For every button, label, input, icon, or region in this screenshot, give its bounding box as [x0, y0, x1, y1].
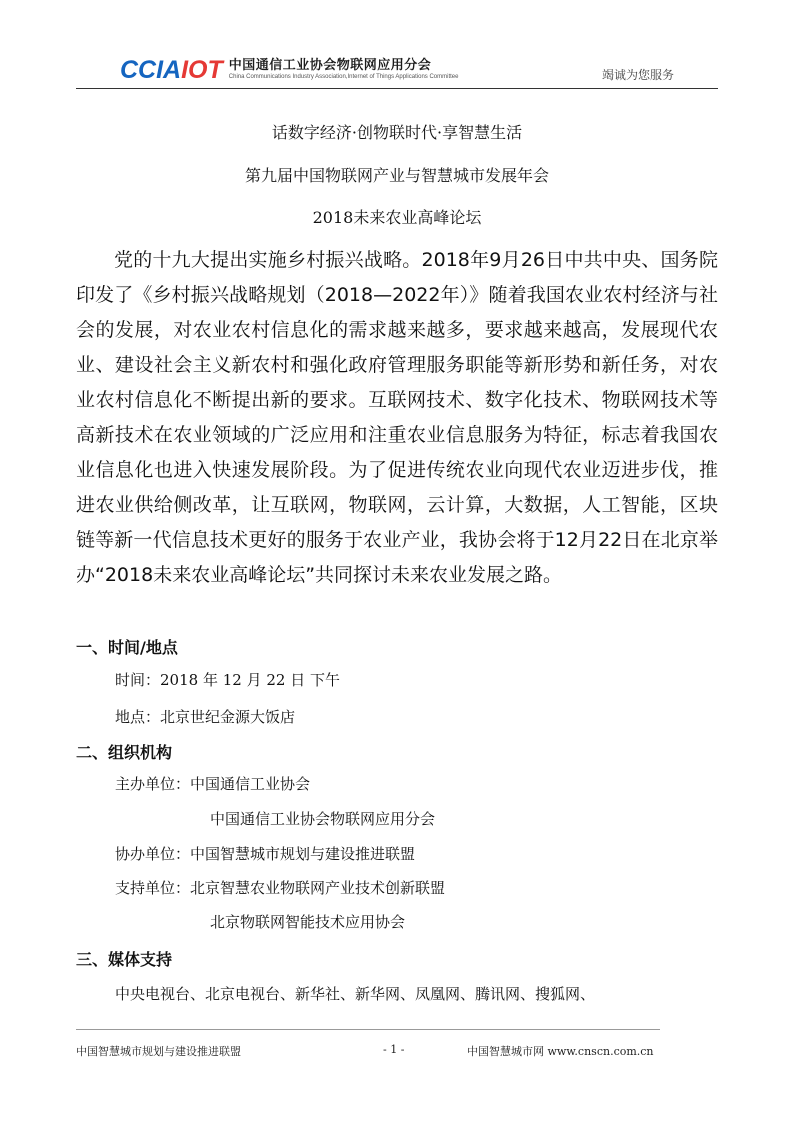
header-slogan: 竭诚为您服务 [601, 68, 674, 82]
title-line-2: 第九届中国物联网产业与智慧城市发展年会 [244, 166, 549, 185]
title-line-3: 2018未来农业高峰论坛 [312, 208, 482, 227]
section-3-heading: 三、媒体支持 [76, 950, 173, 969]
supporting-organizer-2: 北京物联网智能技术应用协会 [210, 913, 406, 931]
host-organizer: 主办单位：中国通信工业协会 [115, 775, 311, 793]
logo-mark [120, 56, 223, 84]
logo-text [229, 58, 459, 81]
event-place: 地点：北京世纪金源大饭店 [115, 708, 296, 726]
title-line-1: 话数字经济·创物联时代·享智慧生活 [271, 123, 523, 142]
logo-suffix: IOT [181, 56, 223, 84]
footer-divider [76, 1029, 660, 1030]
page-number: - 1 - [383, 1043, 405, 1056]
footer-right: 中国智慧城市网 www.cnscn.com.cn [467, 1045, 654, 1058]
page-header [76, 52, 718, 88]
header-divider [76, 88, 718, 89]
supporting-organizer: 支持单位：北京智慧农业物联网产业技术创新联盟 [115, 879, 446, 897]
logo-prefix: CCIA [120, 56, 182, 84]
section-1-heading: 一、时间/地点 [76, 638, 178, 657]
footer-left: 中国智慧城市规划与建设推进联盟 [76, 1045, 241, 1058]
logo-cn-name: 中国通信工业协会物联网应用分会 [228, 58, 432, 73]
intro-paragraph: 党的十九大提出实施乡村振兴战略。2018年9月26日中共中央、国务院印发了《乡村振兴战略规划（2018—2022年）》随着我国农业农村经济与社会的发展，对农业农村信息化的需求越来越多，要求越来越高，发展现代农业、建设社会主义新农村和强化政府管理服务职能等新形势和新任务，对农业农村信息化不断提出新的要求。互联网技术、数字化技术、物联网技术等高新技术在农业领域的广泛应用和注重农业信息服务为特征，标志着我国农业信息化也进入快速发展阶段。为了促进传统农业向现代农业迈进步伐，推进农业供给侧改革，让互联网，物联网，云计算，大数据，人工智能，区块链等新一代信息技术更好的服务于农业产业，我协会将于12月22日在北京举办“2018未来农业高峰论坛”共同探讨未来农业发展之路。 [76, 249, 718, 586]
section-2-heading: 二、组织机构 [76, 743, 173, 762]
logo-en-name: China Communications Industry Association,Internet of Things Applications Committee [228, 74, 459, 80]
event-time: 时间：2018 年 12 月 22 日 下午 [115, 671, 340, 689]
co-organizer: 协办单位：中国智慧城市规划与建设推进联盟 [115, 845, 416, 863]
host-organizer-2: 中国通信工业协会物联网应用分会 [210, 810, 436, 828]
cciaiot-logo [120, 56, 458, 84]
media-list: 中央电视台、北京电视台、新华社、新华网、凤凰网、腾讯网、搜狐网、 [115, 985, 596, 1003]
